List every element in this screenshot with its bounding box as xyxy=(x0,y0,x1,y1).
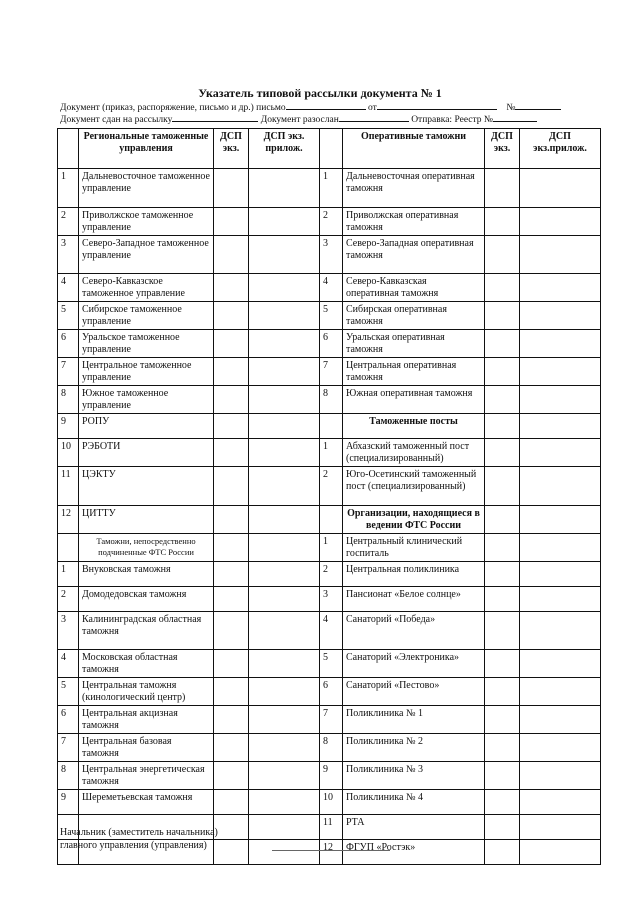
left-num: 3 xyxy=(58,612,79,650)
right-dsp-app-cell[interactable] xyxy=(520,467,601,506)
table-row xyxy=(58,734,601,762)
left-dsp-cell[interactable] xyxy=(214,208,249,236)
sent-label: Документ разослан xyxy=(260,115,339,125)
right-org: Уральская оперативная таможня xyxy=(343,330,485,358)
right-dsp-app-cell[interactable] xyxy=(520,439,601,467)
left-num: 8 xyxy=(58,762,79,790)
left-num: 7 xyxy=(58,358,79,386)
left-dsp-cell[interactable] xyxy=(214,562,249,587)
left-dsp-app-cell[interactable] xyxy=(249,467,320,506)
right-org: Санаторий «Победа» xyxy=(343,612,485,650)
left-dsp-app-cell[interactable] xyxy=(249,439,320,467)
right-dsp-app-cell[interactable] xyxy=(520,414,601,439)
left-num: 3 xyxy=(58,236,79,274)
left-dsp-cell[interactable] xyxy=(214,330,249,358)
right-org: Сибирская оперативная таможня xyxy=(343,302,485,330)
left-dsp-app-cell[interactable] xyxy=(249,790,320,815)
section-heading-subordinate-customs: Таможни, непосредственно подчиненные ФТС России xyxy=(79,534,214,562)
right-dsp-app-cell[interactable] xyxy=(520,734,601,762)
right-dsp-cell[interactable] xyxy=(485,612,520,650)
left-dsp-app-cell[interactable] xyxy=(249,208,320,236)
left-org: РОПУ xyxy=(79,414,214,439)
left-org: Южное таможенное управление xyxy=(79,386,214,414)
table-row xyxy=(58,706,601,734)
right-num: 4 xyxy=(320,274,343,302)
right-org: Абхазский таможенный пост (специализированный) xyxy=(343,439,485,467)
date-from-blank[interactable] xyxy=(377,100,497,110)
right-dsp-app-cell[interactable] xyxy=(520,169,601,208)
table-row xyxy=(58,414,601,439)
sent-blank[interactable] xyxy=(339,112,409,122)
left-org: Центральная базовая таможня xyxy=(79,734,214,762)
section-heading-customs-posts: Таможенные посты xyxy=(343,414,485,439)
left-dsp-cell[interactable] xyxy=(214,302,249,330)
left-dsp-cell[interactable] xyxy=(214,386,249,414)
left-num: 7 xyxy=(58,734,79,762)
left-num: 8 xyxy=(58,386,79,414)
left-dsp-app-cell[interactable] xyxy=(249,706,320,734)
right-org: Поликлиника № 2 xyxy=(343,734,485,762)
right-num: 12 xyxy=(320,840,343,865)
left-dsp-app-cell[interactable] xyxy=(249,762,320,790)
left-dsp-cell[interactable] xyxy=(214,762,249,790)
doc-number-label: № xyxy=(506,103,516,113)
right-dsp-cell[interactable] xyxy=(485,169,520,208)
left-num: 2 xyxy=(58,208,79,236)
right-dsp-cell[interactable] xyxy=(485,208,520,236)
left-org: Северо-Западное таможенное управление xyxy=(79,236,214,274)
right-num: 2 xyxy=(320,208,343,236)
left-dsp-app-cell[interactable] xyxy=(249,386,320,414)
left-dsp-app-cell[interactable] xyxy=(249,169,320,208)
left-dsp-cell[interactable] xyxy=(214,506,249,534)
right-dsp-cell[interactable] xyxy=(485,302,520,330)
left-org: ЦИТТУ xyxy=(79,506,214,534)
right-dsp-app-cell[interactable] xyxy=(520,840,601,865)
left-dsp-app-cell[interactable] xyxy=(249,414,320,439)
right-org: Поликлиника № 1 xyxy=(343,706,485,734)
table-row xyxy=(58,330,601,358)
left-dsp-cell[interactable] xyxy=(214,274,249,302)
table-row xyxy=(58,274,601,302)
right-dsp-cell[interactable] xyxy=(485,706,520,734)
right-num xyxy=(320,506,343,534)
left-num xyxy=(58,534,79,562)
left-dsp-cell[interactable] xyxy=(214,534,249,562)
right-dsp-app-cell[interactable] xyxy=(520,790,601,815)
right-dsp-app-cell[interactable] xyxy=(520,706,601,734)
left-dsp-cell[interactable] xyxy=(214,414,249,439)
signature-line[interactable] xyxy=(272,850,390,851)
left-dsp-app-cell[interactable] xyxy=(249,534,320,562)
right-org: Северо-Западная оперативная таможня xyxy=(343,236,485,274)
left-dsp-cell[interactable] xyxy=(214,358,249,386)
left-dsp-app-cell[interactable] xyxy=(249,612,320,650)
left-num: 11 xyxy=(58,467,79,506)
right-num: 9 xyxy=(320,762,343,790)
left-num: 4 xyxy=(58,650,79,678)
submitted-label: Документ сдан на рассылку xyxy=(60,115,173,125)
distribution-table xyxy=(57,128,601,865)
left-num: 6 xyxy=(58,330,79,358)
table-row xyxy=(58,650,601,678)
left-num: 12 xyxy=(58,506,79,534)
right-dsp-app-cell[interactable] xyxy=(520,236,601,274)
right-dsp-cell[interactable] xyxy=(485,587,520,612)
right-dsp-cell[interactable] xyxy=(485,815,520,840)
right-dsp-cell[interactable] xyxy=(485,840,520,865)
right-org: Поликлиника № 3 xyxy=(343,762,485,790)
right-dsp-cell[interactable] xyxy=(485,790,520,815)
right-org: Приволжская оперативная таможня xyxy=(343,208,485,236)
right-dsp-cell[interactable] xyxy=(485,236,520,274)
signature-title-line-2: главного управления (управления) xyxy=(60,840,207,851)
left-num: 4 xyxy=(58,274,79,302)
table-row xyxy=(58,587,601,612)
left-dsp-cell[interactable] xyxy=(214,236,249,274)
left-dsp-app-cell[interactable] xyxy=(249,358,320,386)
right-org: Юго-Осетинский таможенный пост (специализированный) xyxy=(343,467,485,506)
right-org: Поликлиника № 4 xyxy=(343,790,485,815)
right-dsp-app-cell[interactable] xyxy=(520,562,601,587)
right-num: 10 xyxy=(320,790,343,815)
right-dsp-app-cell[interactable] xyxy=(520,330,601,358)
table-row xyxy=(58,302,601,330)
right-num: 5 xyxy=(320,302,343,330)
left-dsp-app-cell[interactable] xyxy=(249,506,320,534)
left-dsp-app-cell[interactable] xyxy=(249,302,320,330)
left-org: Центральная таможня (кинологический центр) xyxy=(79,678,214,706)
table-row xyxy=(58,534,601,562)
right-dsp-cell[interactable] xyxy=(485,650,520,678)
left-num: 1 xyxy=(58,169,79,208)
left-dsp-app-cell[interactable] xyxy=(249,274,320,302)
left-dsp-app-cell[interactable] xyxy=(249,678,320,706)
right-dsp-app-cell[interactable] xyxy=(520,274,601,302)
left-dsp-cell[interactable] xyxy=(214,439,249,467)
right-dsp-cell[interactable] xyxy=(485,274,520,302)
right-num: 5 xyxy=(320,650,343,678)
right-num: 6 xyxy=(320,678,343,706)
left-org: Внуковская таможня xyxy=(79,562,214,587)
left-dsp-app-cell[interactable] xyxy=(249,330,320,358)
left-org: Центральное таможенное управление xyxy=(79,358,214,386)
right-dsp-app-cell[interactable] xyxy=(520,762,601,790)
right-dsp-app-cell[interactable] xyxy=(520,534,601,562)
left-org: Московская областная таможня xyxy=(79,650,214,678)
right-org: Дальневосточная оперативная таможня xyxy=(343,169,485,208)
left-org: ЦЭКТУ xyxy=(79,467,214,506)
right-dsp-app-cell[interactable] xyxy=(520,386,601,414)
right-dsp-app-cell[interactable] xyxy=(520,302,601,330)
section-heading-fts-organizations: Организации, находящиеся в ведении ФТС России xyxy=(343,506,485,534)
right-org: Санаторий «Пестово» xyxy=(343,678,485,706)
table-row xyxy=(58,358,601,386)
right-num: 3 xyxy=(320,587,343,612)
right-org: Центральная оперативная таможня xyxy=(343,358,485,386)
header-right-name: Оперативные таможни xyxy=(343,129,485,169)
right-dsp-app-cell[interactable] xyxy=(520,208,601,236)
right-num: 1 xyxy=(320,534,343,562)
right-dsp-app-cell[interactable] xyxy=(520,678,601,706)
right-dsp-app-cell[interactable] xyxy=(520,650,601,678)
right-num: 3 xyxy=(320,236,343,274)
left-dsp-app-cell[interactable] xyxy=(249,562,320,587)
left-org: Сибирское таможенное управление xyxy=(79,302,214,330)
right-dsp-app-cell[interactable] xyxy=(520,587,601,612)
right-dsp-cell[interactable] xyxy=(485,386,520,414)
right-dsp-cell[interactable] xyxy=(485,467,520,506)
table-row xyxy=(58,506,601,534)
signature-title-line-1: Начальник (заместитель начальника) xyxy=(60,827,218,838)
left-dsp-cell[interactable] xyxy=(214,790,249,815)
left-org: Калининградская областная таможня xyxy=(79,612,214,650)
left-org: Уральское таможенное управление xyxy=(79,330,214,358)
right-org: Южная оперативная таможня xyxy=(343,386,485,414)
right-num: 2 xyxy=(320,467,343,506)
right-dsp-cell[interactable] xyxy=(485,762,520,790)
right-dsp-cell[interactable] xyxy=(485,734,520,762)
header-left-name: Региональные таможенные управления xyxy=(79,129,214,169)
left-dsp-cell[interactable] xyxy=(214,467,249,506)
table-row xyxy=(58,169,601,208)
left-num: 10 xyxy=(58,439,79,467)
right-dsp-cell[interactable] xyxy=(485,330,520,358)
left-dsp-cell[interactable] xyxy=(214,840,249,865)
document-type-blank[interactable] xyxy=(286,100,366,110)
left-dsp-cell[interactable] xyxy=(214,650,249,678)
document-meta-line-2 xyxy=(60,112,537,125)
header-right-dsp-app: ДСП экз.прилож. xyxy=(520,129,601,169)
left-dsp-app-cell[interactable] xyxy=(249,840,320,865)
date-from-label: от xyxy=(368,103,377,113)
left-dsp-app-cell[interactable] xyxy=(249,815,320,840)
right-num: 8 xyxy=(320,386,343,414)
left-dsp-app-cell[interactable] xyxy=(249,650,320,678)
right-num: 4 xyxy=(320,612,343,650)
left-org: Центральная энергетическая таможня xyxy=(79,762,214,790)
left-num: 1 xyxy=(58,562,79,587)
left-dsp-cell[interactable] xyxy=(214,678,249,706)
right-dsp-cell[interactable] xyxy=(485,439,520,467)
header-right-dsp: ДСП экз. xyxy=(485,129,520,169)
right-dsp-cell[interactable] xyxy=(485,534,520,562)
table-row xyxy=(58,208,601,236)
left-num: 5 xyxy=(58,678,79,706)
left-org: Центральная акцизная таможня xyxy=(79,706,214,734)
right-num: 8 xyxy=(320,734,343,762)
document-type-label: Документ (приказ, распоряжение, письмо и др.) письмо xyxy=(60,103,286,113)
right-num xyxy=(320,414,343,439)
left-dsp-app-cell[interactable] xyxy=(249,587,320,612)
right-org: ФГУП «Ростэк» xyxy=(343,840,485,865)
left-num: 2 xyxy=(58,587,79,612)
left-org: Домодедовская таможня xyxy=(79,587,214,612)
left-dsp-cell[interactable] xyxy=(214,169,249,208)
left-dsp-cell[interactable] xyxy=(214,706,249,734)
left-org: Приволжское таможенное управление xyxy=(79,208,214,236)
right-dsp-app-cell[interactable] xyxy=(520,506,601,534)
table-header-row xyxy=(58,129,601,169)
left-num: 9 xyxy=(58,414,79,439)
left-num: 9 xyxy=(58,790,79,815)
left-dsp-cell[interactable] xyxy=(214,734,249,762)
right-dsp-cell[interactable] xyxy=(485,506,520,534)
left-dsp-cell[interactable] xyxy=(214,815,249,840)
right-num: 11 xyxy=(320,815,343,840)
table-row xyxy=(58,678,601,706)
dispatch-label: Отправка: Реестр № xyxy=(411,115,493,125)
right-num: 1 xyxy=(320,439,343,467)
left-dsp-cell[interactable] xyxy=(214,612,249,650)
right-num: 1 xyxy=(320,169,343,208)
right-org: Центральная поликлиника xyxy=(343,562,485,587)
right-dsp-app-cell[interactable] xyxy=(520,815,601,840)
left-num: 6 xyxy=(58,706,79,734)
table-row xyxy=(58,467,601,506)
right-num: 6 xyxy=(320,330,343,358)
left-num: 5 xyxy=(58,302,79,330)
right-num: 7 xyxy=(320,358,343,386)
table-row xyxy=(58,790,601,815)
right-dsp-app-cell[interactable] xyxy=(520,358,601,386)
header-right-num xyxy=(320,129,343,169)
registry-blank[interactable] xyxy=(493,112,537,122)
right-org: Пансионат «Белое солнце» xyxy=(343,587,485,612)
left-org: Северо-Кавказское таможенное управление xyxy=(79,274,214,302)
right-dsp-cell[interactable] xyxy=(485,562,520,587)
header-left-dsp: ДСП экз. xyxy=(214,129,249,169)
document-title: Указатель типовой рассылки документа № 1 xyxy=(198,86,442,100)
right-num: 7 xyxy=(320,706,343,734)
right-dsp-cell[interactable] xyxy=(485,358,520,386)
left-dsp-app-cell[interactable] xyxy=(249,236,320,274)
left-org: Шереметьевская таможня xyxy=(79,790,214,815)
doc-number-blank[interactable] xyxy=(515,100,561,110)
right-org: Центральный клинический госпиталь xyxy=(343,534,485,562)
left-dsp-cell[interactable] xyxy=(214,587,249,612)
left-org: РЭБОТИ xyxy=(79,439,214,467)
table-row xyxy=(58,236,601,274)
header-left-num xyxy=(58,129,79,169)
table-row xyxy=(58,612,601,650)
right-dsp-cell[interactable] xyxy=(485,414,520,439)
table-row xyxy=(58,562,601,587)
right-org: РТА xyxy=(343,815,485,840)
header-left-dsp-app: ДСП экз. прилож. xyxy=(249,129,320,169)
table-row xyxy=(58,386,601,414)
table-row xyxy=(58,762,601,790)
submitted-blank[interactable] xyxy=(172,112,258,122)
table-row xyxy=(58,439,601,467)
right-org: Северо-Кавказская оперативная таможня xyxy=(343,274,485,302)
right-num: 2 xyxy=(320,562,343,587)
right-dsp-app-cell[interactable] xyxy=(520,612,601,650)
left-org: Дальневосточное таможенное управление xyxy=(79,169,214,208)
right-dsp-cell[interactable] xyxy=(485,678,520,706)
left-dsp-app-cell[interactable] xyxy=(249,734,320,762)
right-org: Санаторий «Электроника» xyxy=(343,650,485,678)
